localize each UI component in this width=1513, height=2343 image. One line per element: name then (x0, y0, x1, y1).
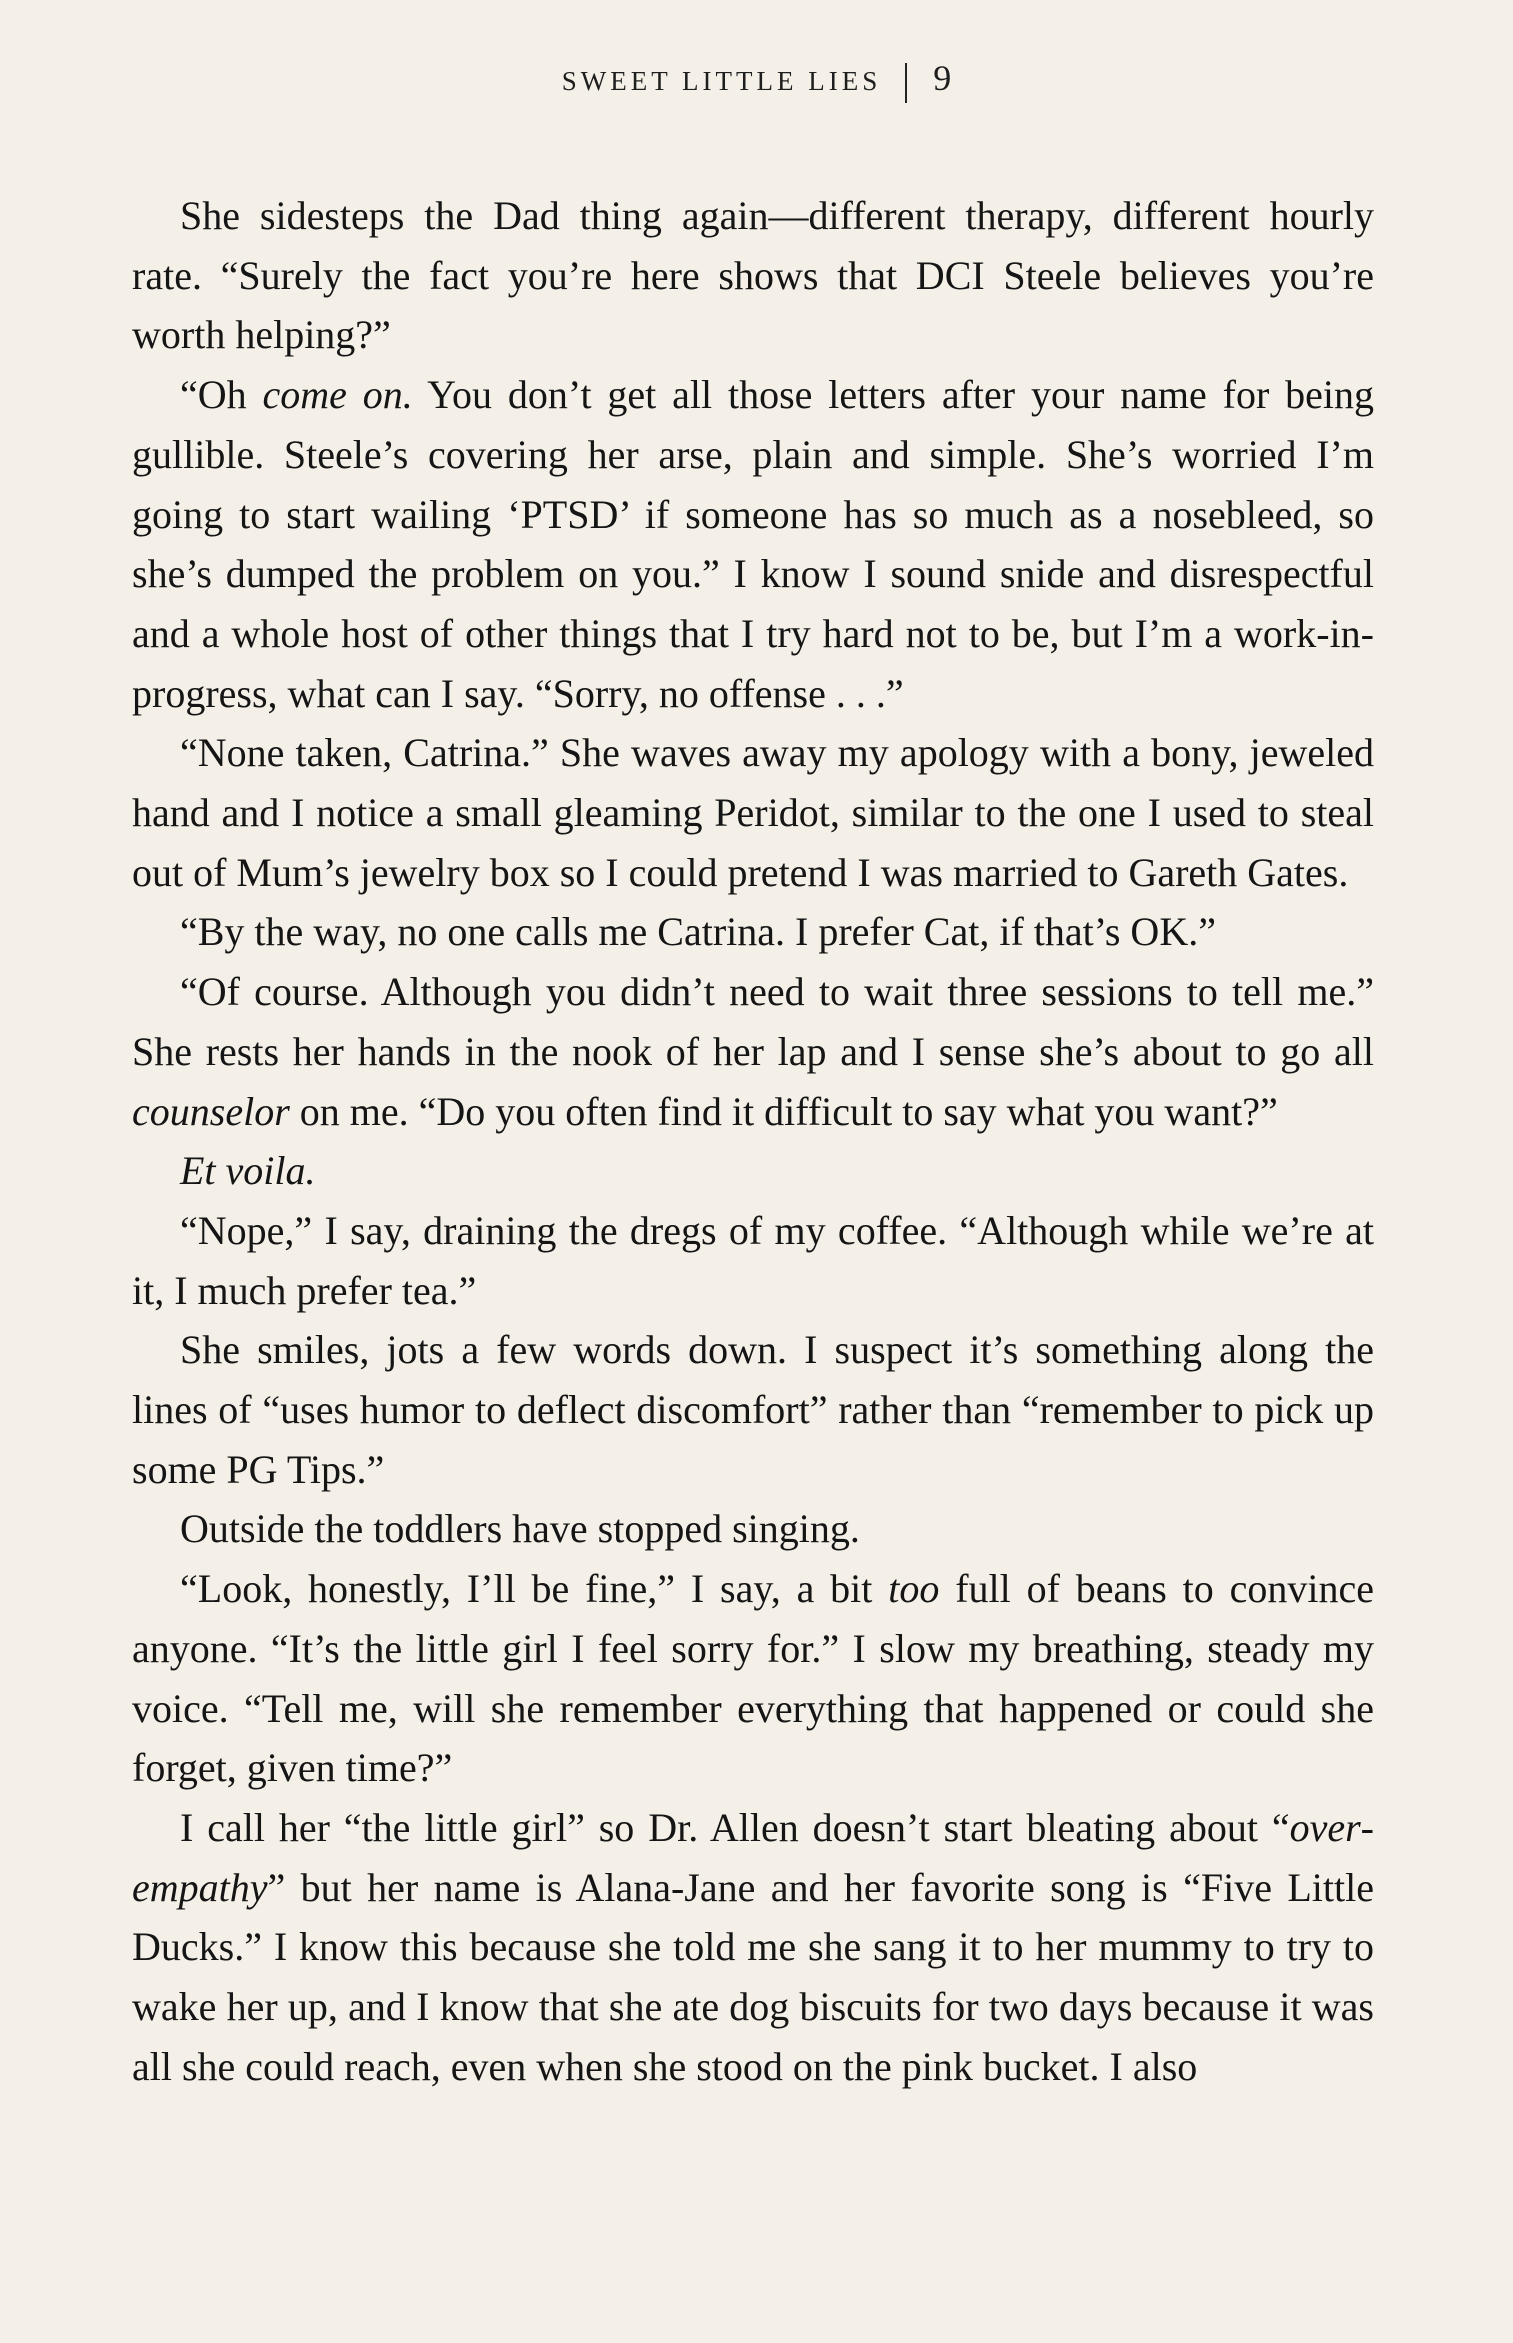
paragraph (132, 962, 1374, 1141)
paragraph (132, 902, 1374, 962)
text-run: full of beans to convince anyone. “It’s the little girl I feel sorry for.” I slow my breathing, steady my voice. “Tell me, will she remember everything that happened or could she forget, given time?” (132, 1566, 1374, 1791)
paragraph (132, 1798, 1374, 2097)
text-run: You don’t get all those letters after your name for being gullible. Steele’s covering her arse, plain and simple. She’s worried I’m going to start wailing ‘PTSD’ if someone has so much as a nosebleed, so she’s dumped the problem on you.” I know I sound snide and disrespectful and a whole host of other things that I try hard not to be, but I’m a work-in-progress, what can I say. “Sorry, no offense . . .” (132, 372, 1374, 716)
paragraph (132, 365, 1374, 723)
running-head (0, 58, 1513, 98)
text-run: She sidesteps the Dad thing again—different therapy, different hourly rate. “Surely the fact you’re here shows that DCI Steele believes you’re worth helping?” (132, 193, 1374, 358)
paragraph (132, 186, 1374, 365)
italic-run: Et voila. (180, 1148, 316, 1194)
paragraph (132, 1141, 1374, 1201)
text-run: Outside the toddlers have stopped singing. (180, 1506, 860, 1552)
text-run: “By the way, no one calls me Catrina. I prefer Cat, if that’s OK.” (180, 909, 1216, 955)
paragraph (132, 1499, 1374, 1559)
text-run: She smiles, jots a few words down. I suspect it’s something along the lines of “uses humor to deflect discomfort” rather than “remember to pick up some PG Tips.” (132, 1327, 1374, 1492)
italic-run: too (888, 1566, 940, 1612)
text-run: “Look, honestly, I’ll be fine,” I say, a bit (180, 1566, 889, 1612)
text-run: “Of course. Although you didn’t need to wait three sessions to tell me.” She rests her hands in the nook of her lap and I sense she’s about to go all (132, 969, 1374, 1074)
body-text (132, 186, 1374, 2097)
text-run: “Oh (180, 372, 263, 418)
text-run: “Nope,” I say, draining the dregs of my coffee. “Although while we’re at it, I much prefer tea.” (132, 1207, 1374, 1313)
running-title: SWEET LITTLE LIES (561, 66, 882, 96)
text-run: “None taken, Catrina.” She waves away my apology with a bony, jeweled hand and I notice a small gleaming Peridot, similar to the one I used to steal out of Mum’s jewelry box so I could pretend I was married to Gareth Gates. (132, 730, 1374, 895)
italic-run: overempathy (132, 1804, 1374, 1910)
text-run: ” but her name is Alana-Jane and her favorite song is “Five Little Ducks.” I know this because she told me she sang it to her mummy to try to wake her up, and I know that she ate dog biscuits for two days because it was all she could reach, even when she stood on the pink bucket. I also (132, 1864, 1374, 2089)
paragraph (132, 1320, 1374, 1499)
text-run: I call her “the little girl” so Dr. Allen doesn’t start bleating about “ (180, 1804, 1290, 1850)
page-number: 9 (933, 58, 952, 98)
paragraph (132, 1559, 1374, 1798)
paragraph (132, 1201, 1374, 1320)
header-divider (905, 63, 907, 103)
italic-run: come on. (262, 372, 413, 418)
italic-run: counselor (132, 1088, 290, 1134)
text-run: on me. “Do you often find it difficult to say what you want?” (289, 1088, 1278, 1134)
paragraph (132, 723, 1374, 902)
